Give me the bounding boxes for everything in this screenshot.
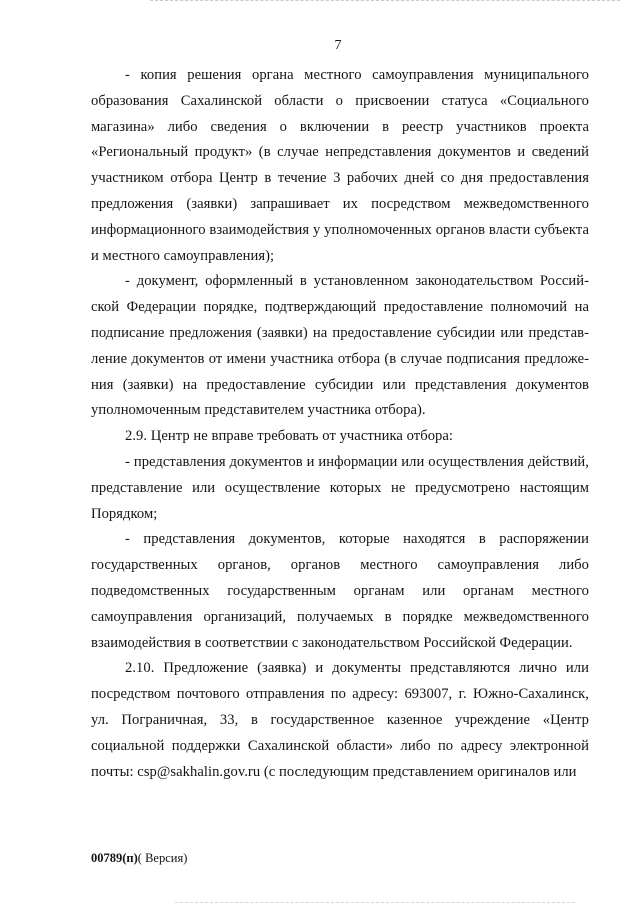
paragraph-not-required-state-documents: - представления документов, которые находятся в распоряжении государственных органов, органов местного самоуправления либо подведомственных государственным органам или органам местного самоуправления организаций, получаемых в порядке межведомственного взаимодействия в соответствии с законодательством Российской Федерации. bbox=[91, 531, 589, 651]
paragraph-section-2-10: 2.10. Предложение (заявка) и документы представляются лично или посредством почтового отправления по адресу: 693007, г. Южно-Сахалинск, ул. Пограничная, 33, в государственное казенное учреждение «Центр социальной поддержки Сахалинской области» либо по адресу электронной почты: csp@sakhalin.gov.ru (с последующим представлением оригиналов или bbox=[91, 660, 589, 780]
page-number: 7 bbox=[334, 38, 342, 53]
paragraph-section-2-9: 2.9. Центр не вправе требовать от участника отбора: bbox=[125, 428, 454, 445]
paragraph-not-required-documents: - представления документов и информации или осуществления действий, представление или осуществление которых не предусмотрено настоящим Порядком; bbox=[91, 453, 589, 522]
footer-document-code: 00789(п) bbox=[91, 851, 138, 865]
scan-artifact-top-line bbox=[150, 0, 620, 1]
document-footer bbox=[91, 851, 187, 866]
footer-version-label: ( Версия) bbox=[137, 851, 188, 865]
paragraph-social-shop-decision: - копия решения органа местного самоуправления муниципального образования Сахалинской области о присвоении статуса «Социального магазина» либо сведения о включении в реестр участников проекта «Региональный продукт» (в случае непредставления документов и сведений участником отбора Центр в течение 3 рабочих дней со дня предоставления предложения (заявки) запрашивает их посредством межведомственного информационного взаимодействия у уполномоченных органов власти субъекта и местного самоуправления); bbox=[91, 67, 589, 264]
document-body bbox=[91, 63, 589, 785]
scan-artifact-bottom-line bbox=[175, 902, 575, 903]
paragraph-authority-document: - документ, оформленный в установленном законодательством Российской Федерации порядке, подтверждающий предоставление полномочий на подписание предложения (заявки) на предоставление субсидии или представление документов от имени участника отбора (в случае подписания предложения (заявки) на предоставление субсидии или представления документов уполномоченным представителем участника отбора). bbox=[91, 273, 589, 419]
